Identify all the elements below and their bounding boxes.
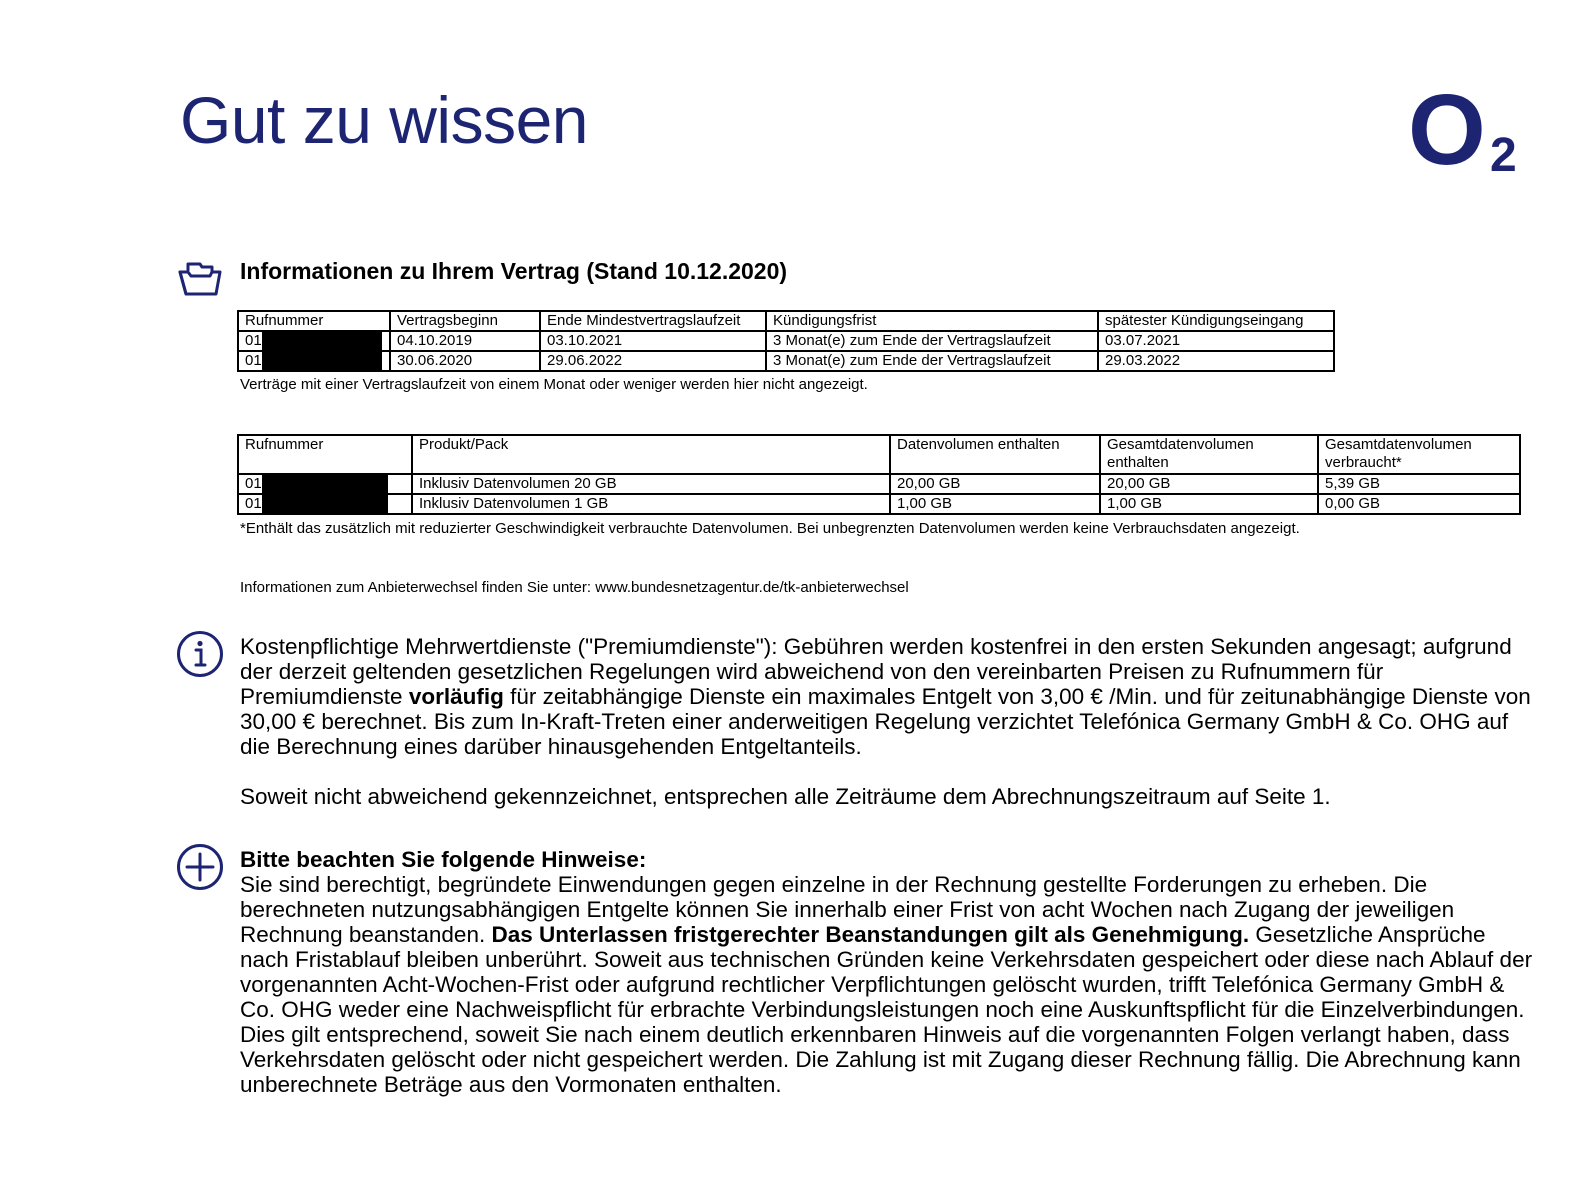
phone-cell	[238, 351, 390, 371]
premium-text-bold: vorläufig	[408, 684, 504, 709]
folder-icon	[178, 258, 224, 300]
table-cell: 29.03.2022	[1098, 351, 1334, 371]
phone-cell	[238, 494, 412, 514]
premium-text-start: Kostenpflichtige Mehrwertdienste ("Premiumdienste"): Gebühren werden kostenfrei in den ersten Sekunden angesagt; aufgrund der derzeit geltenden gesetzlichen Regelungen wird abweichend von den vereinbarten Preisen zu Rufnummern für Premiumdienste	[240, 634, 1512, 709]
period-note: Soweit nicht abweichend gekennzeichnet, entsprechen alle Zeiträume dem Abrechnungszeitraum auf Seite 1.	[240, 784, 1331, 809]
table-cell: 0,00 GB	[1318, 494, 1520, 514]
table-header: Produkt/Pack	[412, 435, 890, 474]
page-title: Gut zu wissen	[180, 83, 588, 157]
logo-letter: O	[1408, 74, 1486, 186]
table-header: Gesamtdatenvolumen enthalten	[1100, 435, 1318, 474]
table-header: Vertragsbeginn	[390, 311, 540, 331]
table-cell: 30.06.2020	[390, 351, 540, 371]
o2-logo	[1408, 74, 1528, 198]
table-cell: 04.10.2019	[390, 331, 540, 351]
table-cell: 5,39 GB	[1318, 474, 1520, 494]
table-header: Rufnummer	[238, 311, 390, 331]
phone-cell	[238, 474, 412, 494]
table-cell: Inklusiv Datenvolumen 1 GB	[412, 494, 890, 514]
hints-text-bold: Das Unterlassen fristgerechter Beanstandungen gilt als Genehmigung.	[491, 922, 1250, 947]
premium-text-end: für zeitabhängige Dienste ein maximales Entgelt von 3,00 € /Min. und für zeitunabhängige Dienste von 30,00 € berechnet. Bis zum In-Kraft-Treten einer anderweitigen Regelung verzichtet Telefónica Germany GmbH & Co. OHG auf die Berechnung eines darüber hinausgehenden Entgeltanteils.	[240, 684, 1531, 759]
volume-footnote: *Enthält das zusätzlich mit reduzierter Geschwindigkeit verbrauchte Datenvolumen. Bei unbegrenzten Datenvolumen werden keine Verbrauchsdaten angezeigt.	[240, 520, 1300, 537]
contract-table	[237, 310, 1335, 372]
provider-switch-note: Informationen zum Anbieterwechsel finden Sie unter: www.bundesnetzagentur.de/tk-anbieterwechsel	[240, 579, 909, 596]
table-cell: 29.06.2022	[540, 351, 766, 371]
redaction-bar	[262, 332, 382, 350]
table-cell: 03.07.2021	[1098, 331, 1334, 351]
table-cell: Inklusiv Datenvolumen 20 GB	[412, 474, 890, 494]
contract-heading: Informationen zu Ihrem Vertrag (Stand 10.12.2020)	[240, 258, 788, 284]
table-cell: 3 Monat(e) zum Ende der Vertragslaufzeit	[766, 351, 1098, 371]
premium-paragraph	[240, 634, 1540, 759]
table-cell: 20,00 GB	[1100, 474, 1318, 494]
table-header-row	[238, 311, 1334, 331]
table-header: Rufnummer	[238, 435, 412, 474]
table-cell: 1,00 GB	[890, 494, 1100, 514]
hints-text-start: Sie sind berechtigt, begründete Einwendungen gegen einzelne in der Rechnung gestellte Forderungen zu erheben. Die berechneten nutzungsabhängigen Entgelte können Sie innerhalb einer Frist von acht Wochen nach Zugang der jeweiligen Rechnung beanstanden.	[240, 872, 1455, 947]
table-row	[238, 351, 1334, 371]
redaction-bar	[262, 352, 382, 370]
info-icon	[176, 630, 224, 678]
table-cell: 03.10.2021	[540, 331, 766, 351]
table-header: Ende Mindestvertragslaufzeit	[540, 311, 766, 331]
hints-heading-text: Bitte beachten Sie folgende Hinweise:	[240, 847, 647, 872]
redaction-bar	[262, 475, 388, 493]
contract-note: Verträge mit einer Vertragslaufzeit von einem Monat oder weniger werden hier nicht angezeigt.	[240, 376, 868, 393]
table-header: spätester Kündigungseingang	[1098, 311, 1334, 331]
phone-cell	[238, 331, 390, 351]
table-row	[238, 494, 1520, 514]
phone-prefix: 01	[245, 495, 262, 512]
table-row	[238, 331, 1334, 351]
logo-subscript: 2	[1490, 129, 1517, 182]
phone-prefix: 01	[245, 352, 262, 369]
hints-text-end: Gesetzliche Ansprüche nach Fristablauf bleiben unberührt. Soweit aus technischen Gründen keine Verkehrsdaten gespeichert oder diese nach Ablauf der vorgenannten Acht-Wochen-Frist oder aufgrund rechtlicher Verpflichtungen gelöscht wurden, trifft Telefónica Germany GmbH & Co. OHG weder eine Nachweispflicht für erbrachte Verbindungsleistungen noch eine Auskunftspflicht für die Einzelverbindungen. Dies gilt entsprechend, soweit Sie nach einem deutlich erkennbaren Hinweis auf die vorgenannten Folgen verlangt haben, dass Verkehrsdaten gelöscht oder nicht gespeichert werden. Die Zahlung ist mit Zugang dieser Rechnung fällig. Die Abrechnung kann unberechnete Beträge aus den Vormonaten enthalten.	[240, 922, 1533, 1097]
hints-heading	[240, 847, 1540, 872]
phone-prefix: 01	[245, 332, 262, 349]
plus-circle-icon	[176, 843, 224, 891]
table-cell: 1,00 GB	[1100, 494, 1318, 514]
hints-paragraph	[240, 872, 1540, 1097]
table-cell: 3 Monat(e) zum Ende der Vertragslaufzeit	[766, 331, 1098, 351]
table-header: Kündigungsfrist	[766, 311, 1098, 331]
table-row	[238, 474, 1520, 494]
table-header-row	[238, 435, 1520, 474]
volume-table	[237, 434, 1521, 515]
table-header: Gesamtdatenvolumen verbraucht*	[1318, 435, 1520, 474]
table-header: Datenvolumen enthalten	[890, 435, 1100, 474]
phone-prefix: 01	[245, 475, 262, 492]
redaction-bar	[262, 495, 388, 513]
table-cell: 20,00 GB	[890, 474, 1100, 494]
